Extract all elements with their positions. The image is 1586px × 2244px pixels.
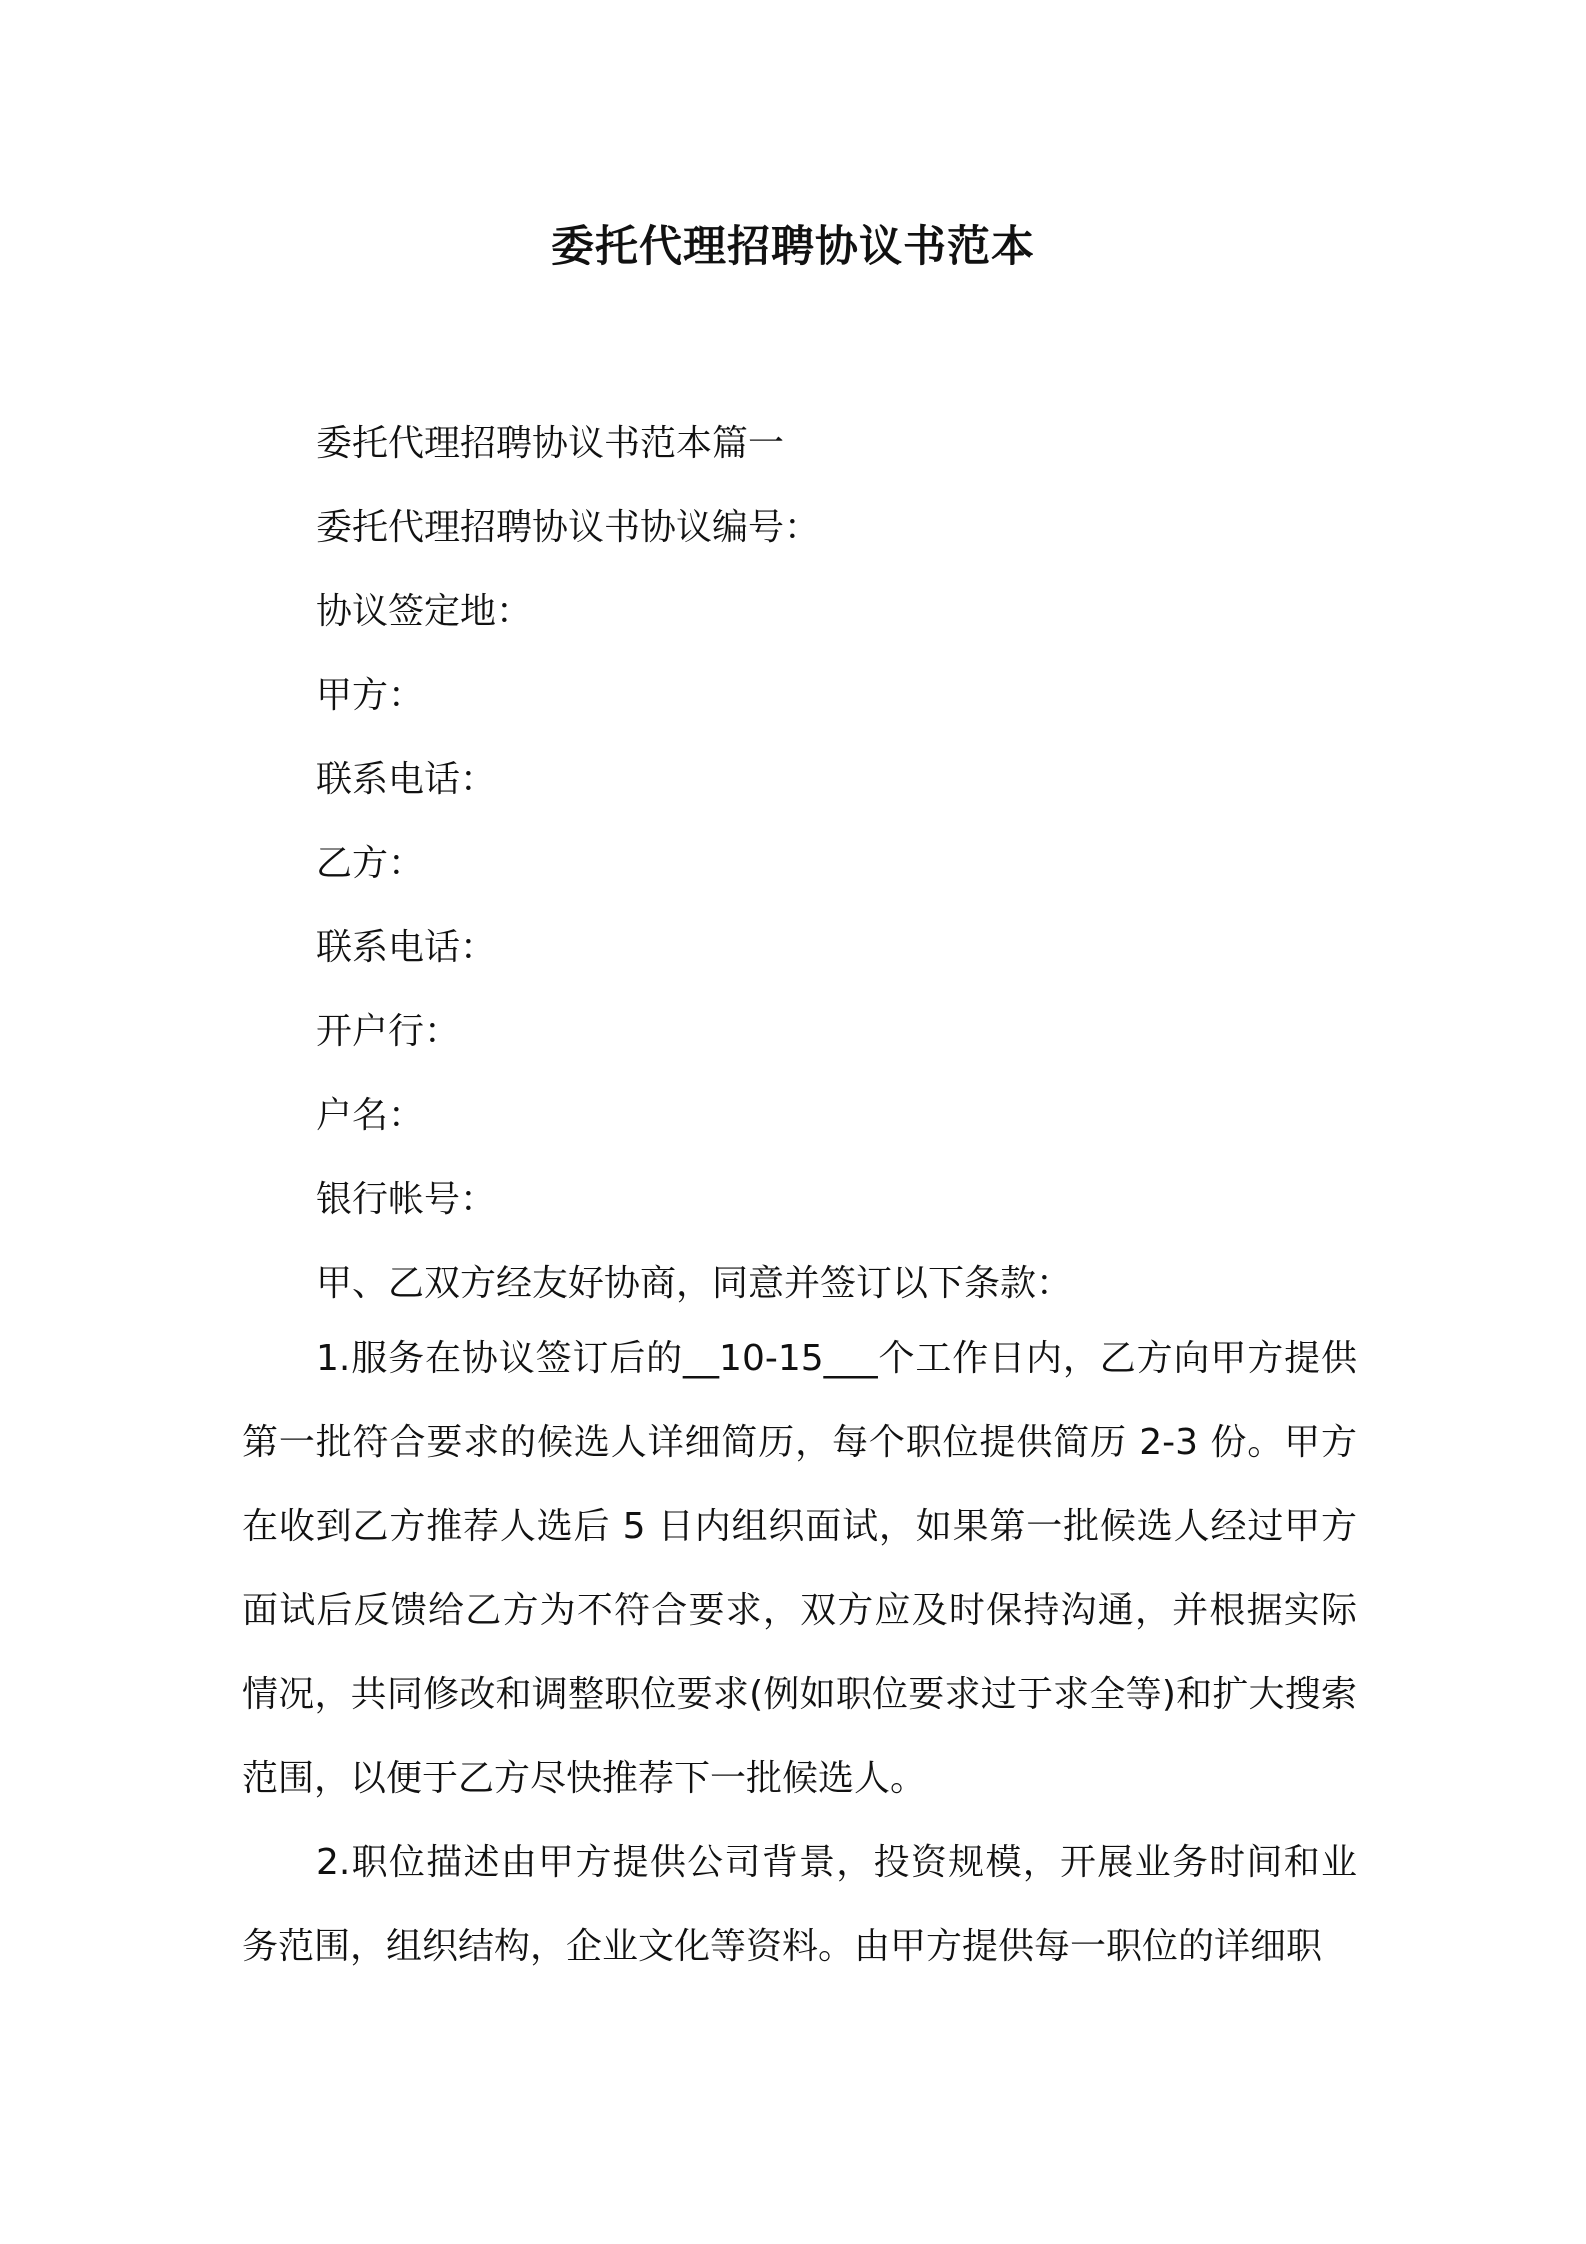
bank-field: 开户行： <box>316 1011 461 1052</box>
clause-2: 2.职位描述由甲方提供公司背景，投资规模，开展业务时间和业务范围，组织结构，企业文化等资料。由甲方提供每一职位的详细职 <box>242 1842 1357 1967</box>
bank-account-field: 银行帐号： <box>316 1179 497 1220</box>
field-list <box>316 402 1072 1326</box>
party-a-phone-field: 联系电话： <box>316 759 497 800</box>
party-b-field: 乙方： <box>316 843 425 884</box>
agreement-intro: 甲、乙双方经友好协商，同意并签订以下条款： <box>316 1263 1073 1304</box>
clause-1: 1.服务在协议签订后的__10-15___个工作日内，乙方向甲方提供第一批符合要求的候选人详细简历，每个职位提供简历 2-3 份。甲方在收到乙方推荐人选后 5 日内组织面试，如果第一批候选人经过甲方面试后反馈给乙方为不符合要求，双方应及时保持沟通，并根据实际情况，共同修改和调整职位要求(例如职位要求过于求全等)和扩大搜索范围，以便于乙方尽快推荐下一批候选人。 <box>242 1338 1357 1799</box>
party-a-field: 甲方： <box>316 675 425 716</box>
clause-list <box>242 1317 1357 1989</box>
agreement-number-field: 委托代理招聘协议书协议编号： <box>316 507 821 548</box>
section-heading: 委托代理招聘协议书范本篇一 <box>316 423 785 464</box>
signing-place-field: 协议签定地： <box>316 591 533 632</box>
account-name-field: 户名： <box>316 1095 425 1136</box>
party-b-phone-field: 联系电话： <box>316 927 497 968</box>
document-title: 委托代理招聘协议书范本 <box>551 222 1035 272</box>
